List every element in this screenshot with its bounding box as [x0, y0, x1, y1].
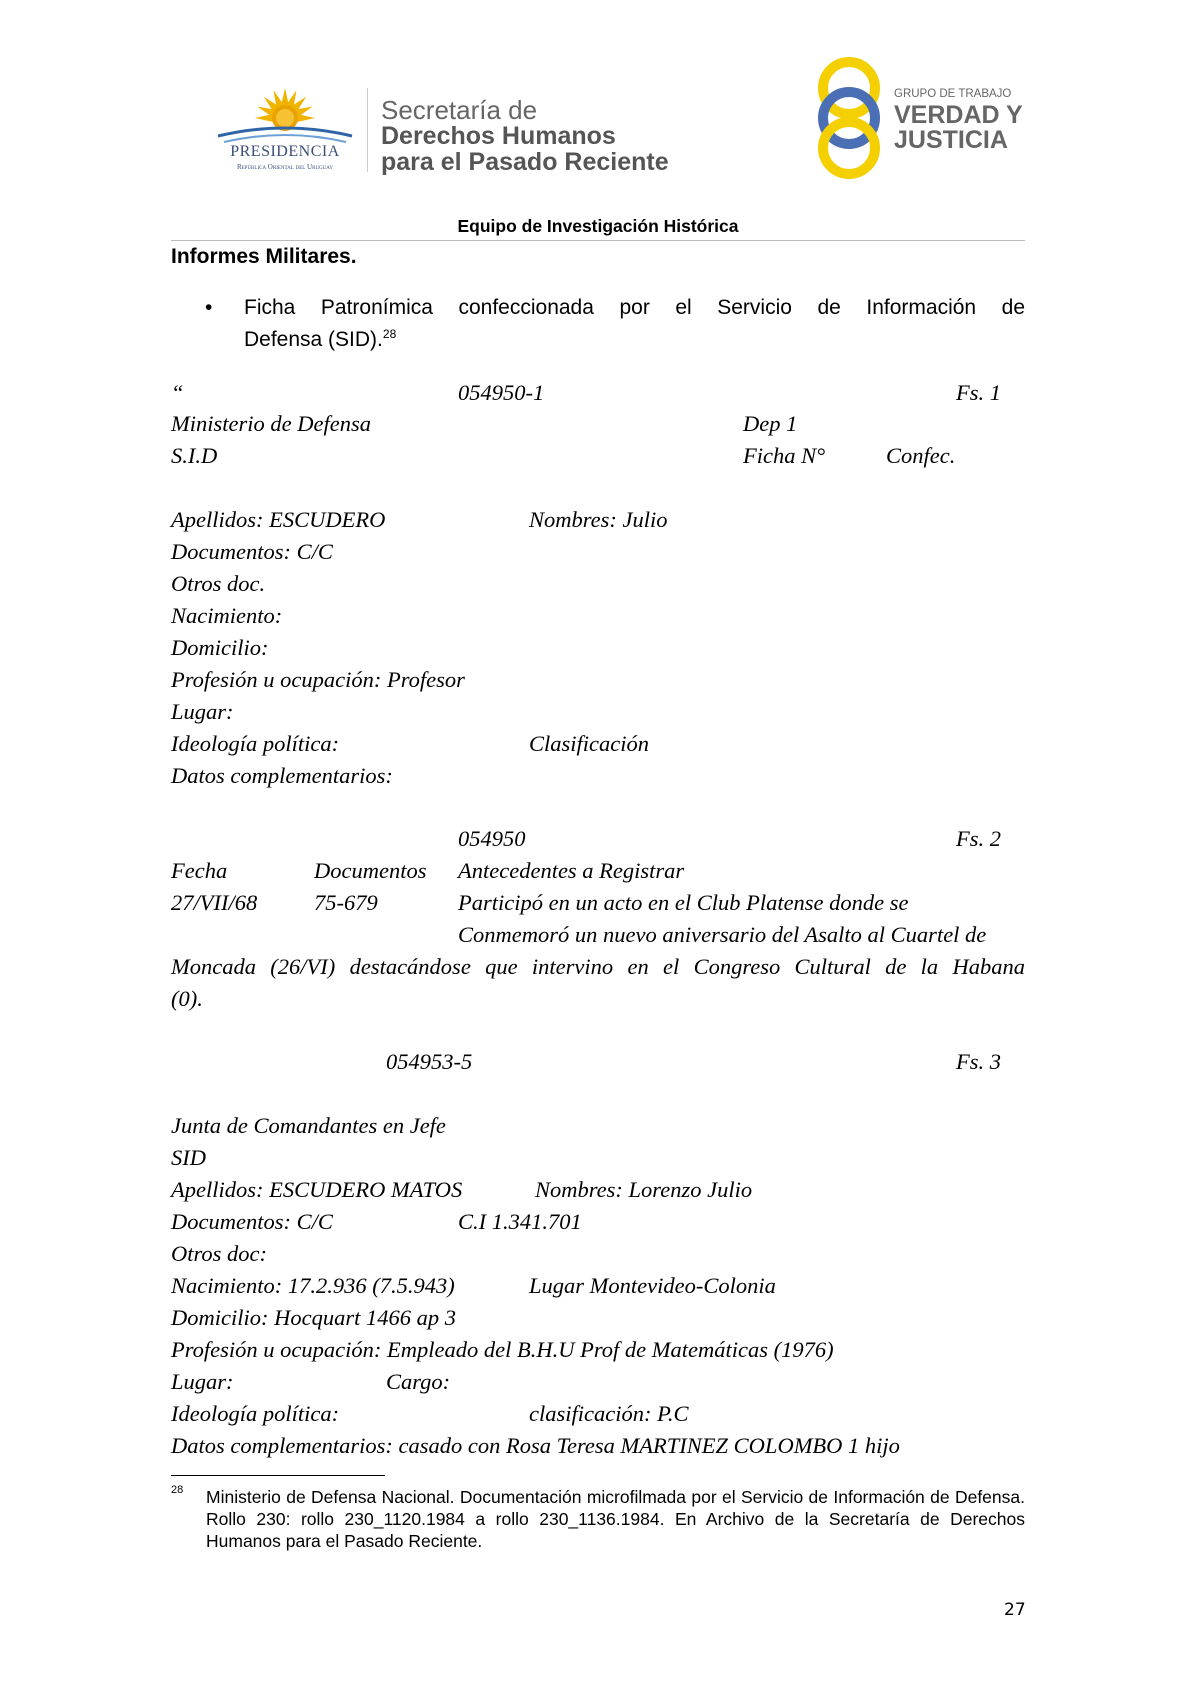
page-number: 27 — [1004, 1600, 1026, 1620]
rings-icon — [816, 56, 882, 180]
header-divider — [367, 88, 368, 172]
grupo-line1: GRUPO DE TRABAJO — [894, 88, 1012, 100]
ficha3-documentos: Documentos: C/C — [171, 1209, 333, 1234]
ficha1-confec: Confec. — [886, 443, 956, 468]
ficha3-folio: Fs. 3 — [956, 1049, 1001, 1074]
bullet-dot: • — [205, 296, 213, 319]
bullet-item — [244, 292, 1025, 356]
ficha1-domicilio: Domicilio: — [171, 635, 269, 660]
ficha2-col-fecha: Fecha — [171, 858, 228, 883]
footnote-text: Ministerio de Defensa Nacional. Documentación microfilmada por el Servicio de Información de Defensa. Rollo 230: rollo 230_1120.1984 a rollo 230_1136.1984. En Archivo de la Secretaría de Derechos Humanos para el Pasado Reciente. — [206, 1487, 1025, 1551]
secretaria-line1: Secretaría de — [381, 95, 538, 125]
ficha3-junta: Junta de Comandantes en Jefe — [171, 1113, 446, 1138]
presidencia-logo — [210, 86, 360, 174]
ficha1-documentos: Documentos: C/C — [171, 539, 333, 564]
section-title: Informes Militares. — [171, 245, 357, 268]
secretaria-line3: para el Pasado Reciente — [381, 148, 669, 176]
ficha1-ideologia: Ideología política: — [171, 731, 340, 756]
ficha3-clasificacion: clasificación: P.C — [529, 1401, 689, 1426]
presidencia-name: PRESIDENCIA — [230, 143, 340, 160]
team-title: Equipo de Investigación Histórica — [457, 216, 739, 236]
ficha3-datos: Datos complementarios: casado con Rosa Teresa MARTINEZ COLOMBO 1 hijo — [171, 1433, 900, 1458]
ficha2-folio: Fs. 2 — [956, 826, 1001, 851]
footnote-number: 28 — [171, 1484, 184, 1496]
ficha1-otros-doc: Otros doc. — [171, 571, 266, 596]
team-rule — [171, 240, 1025, 241]
ficha1-ministerio: Ministerio de Defensa — [171, 411, 371, 436]
sun-icon — [210, 86, 360, 146]
ficha3-nombres: Nombres: Lorenzo Julio — [535, 1177, 753, 1202]
ficha2-documento: 75-679 — [314, 890, 378, 915]
ficha3-lugar: Lugar: — [171, 1369, 234, 1394]
grupo-line3: JUSTICIA — [894, 126, 1008, 154]
footnote-ref: 28 — [382, 327, 397, 341]
ficha1-nacimiento: Nacimiento: — [171, 603, 283, 628]
ficha3-apellidos: Apellidos: ESCUDERO MATOS — [171, 1177, 463, 1202]
ficha1-sid: S.I.D — [171, 443, 218, 468]
ficha2-fecha: 27/VII/68 — [171, 890, 258, 915]
ficha3-lugar-nac: Lugar Montevideo-Colonia — [529, 1273, 776, 1298]
bullet-line2: Defensa (SID). — [244, 328, 383, 351]
secretaria-line2: Derechos Humanos — [381, 122, 616, 150]
bullet-line1: Ficha Patronímica confeccionada por el Servicio de Información de — [244, 296, 1025, 319]
ficha3-otros-doc: Otros doc: — [171, 1241, 268, 1266]
ficha1-ficha-n: Ficha N° — [743, 443, 826, 468]
presidencia-subtitle: República Oriental del Uruguay — [236, 163, 334, 171]
ficha2-col-antecedentes: Antecedentes a Registrar — [458, 858, 685, 883]
ficha2-line2: Conmemoró un nuevo aniversario del Asalto al Cuartel de — [458, 922, 987, 947]
grupo-trabajo-logo — [816, 56, 1046, 186]
ficha1-datos: Datos complementarios: — [171, 763, 393, 788]
ficha3-ideologia: Ideología política: — [171, 1401, 340, 1426]
ficha3-nacimiento: Nacimiento: 17.2.936 (7.5.943) — [171, 1273, 455, 1298]
ficha3-domicilio: Domicilio: Hocquart 1466 ap 3 — [171, 1305, 456, 1330]
ficha1-profesion: Profesión u ocupación: Profesor — [171, 667, 465, 692]
ficha3-profesion: Profesión u ocupación: Empleado del B.H.U Prof de Matemáticas (1976) — [171, 1337, 834, 1362]
ficha2-line1: Participó en un acto en el Club Platense donde se — [458, 890, 909, 915]
ficha3-cargo: Cargo: — [386, 1369, 451, 1394]
ficha1-lugar: Lugar: — [171, 699, 234, 724]
ficha1-dep: Dep 1 — [743, 411, 798, 436]
ficha2-number: 054950 — [458, 826, 526, 851]
ficha1-clasificacion: Clasificación — [529, 731, 649, 756]
ficha1-folio: Fs. 1 — [956, 380, 1001, 405]
footnote-rule — [171, 1475, 385, 1476]
secretaria-logo-text — [381, 96, 669, 175]
ficha3-sid: SID — [171, 1145, 206, 1170]
ficha2-col-documentos: Documentos — [314, 858, 427, 883]
ficha3-number: 054953-5 — [386, 1049, 473, 1074]
ficha2-line4: (0). — [171, 986, 203, 1011]
ficha1-apellidos: Apellidos: ESCUDERO — [171, 507, 386, 532]
ficha1-number: 054950-1 — [458, 380, 545, 405]
ficha1-nombres: Nombres: Julio — [529, 507, 668, 532]
ficha1-quote: “ — [171, 380, 184, 405]
grupo-line2: VERDAD Y — [894, 101, 1023, 129]
ficha3-ci: C.I 1.341.701 — [458, 1209, 582, 1234]
ficha2-line3: Moncada (26/VI) destacándose que intervino en el Congreso Cultural de la Habana — [171, 954, 1025, 979]
